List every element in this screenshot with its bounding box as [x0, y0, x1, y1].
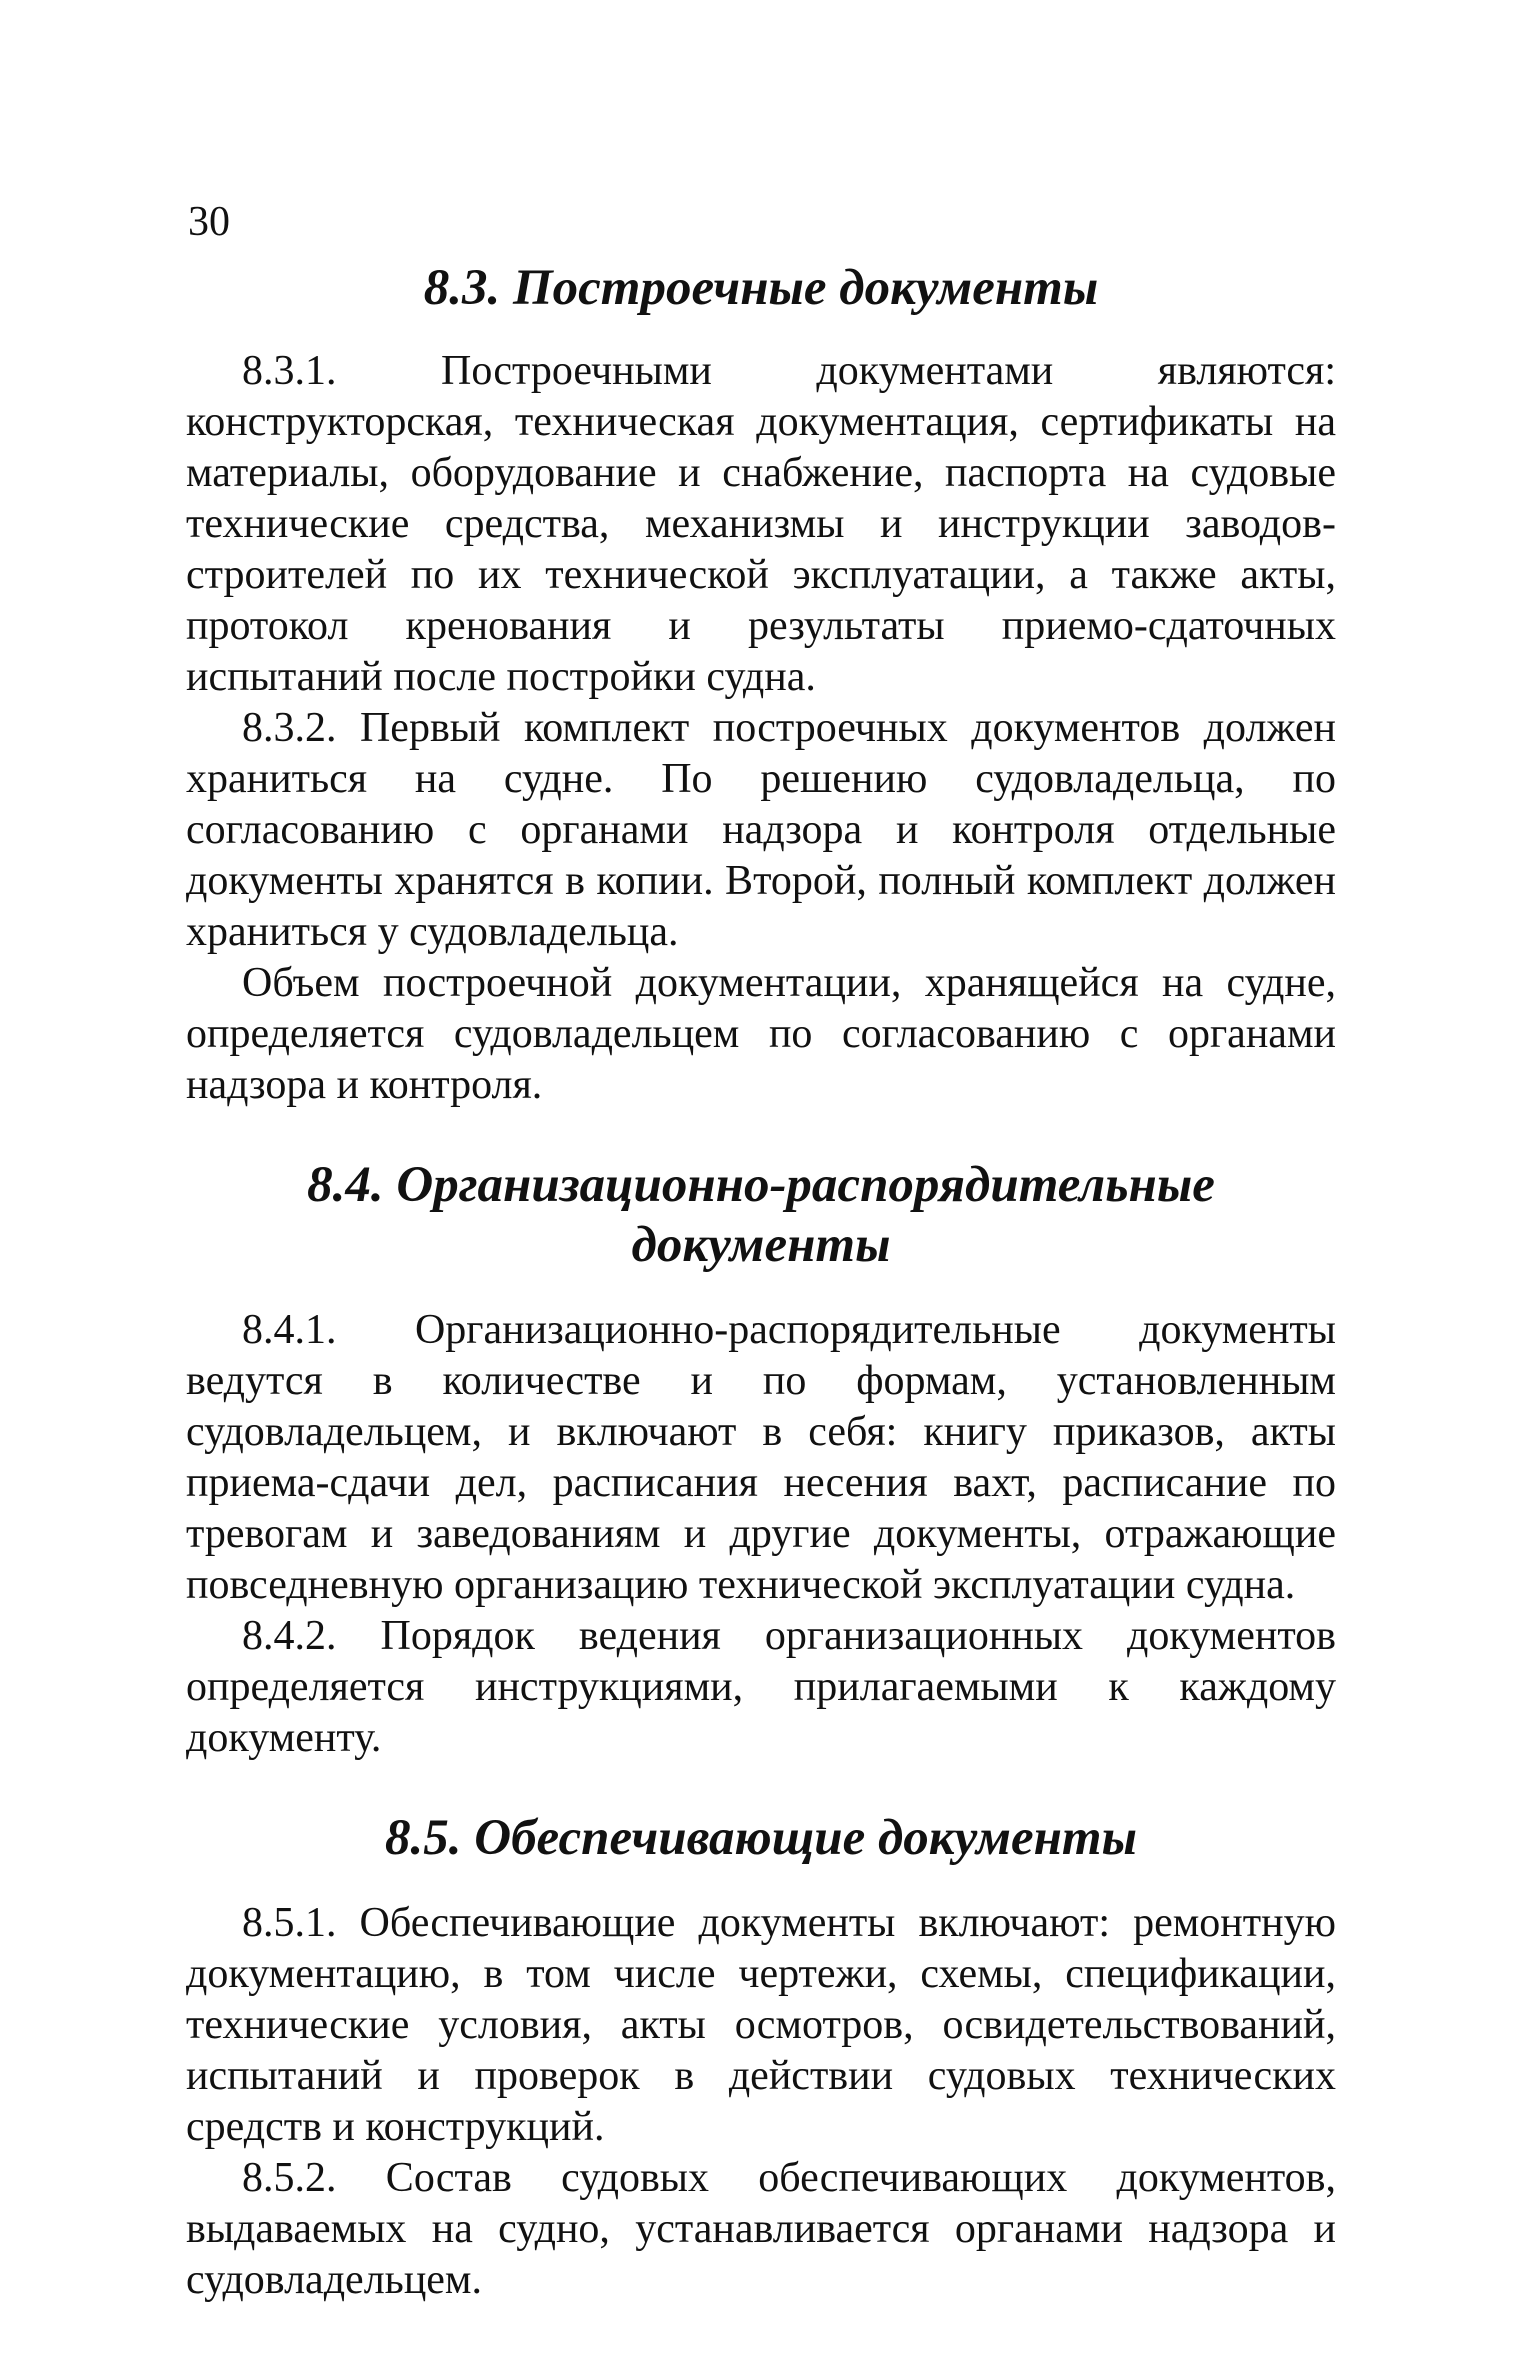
section-8-5 [186, 1808, 1336, 2306]
section-8-4 [186, 1155, 1336, 1764]
paragraph: Объем построечной документации, хранящейся на судне, определяется судовладельцем по согласованию с органами надзора и контроля. [186, 960, 1336, 1108]
page-number: 30 [188, 199, 230, 245]
page-content [186, 252, 1336, 2306]
section-8-3 [186, 258, 1336, 1111]
paragraph: 8.4.2. Порядок ведения организационных документов определяется инструкциями, прилагаемыми к каждому документу. [186, 1613, 1336, 1761]
paragraph: 8.3.2. Первый комплект построечных документов должен храниться на судне. По решению судовладельца, по согласованию с органами надзора и контроля отдельные документы хранятся в копии. Второй, полный комплект должен храниться у судовладельца. [186, 705, 1336, 955]
paragraph: 8.4.1. Организационно-распорядительные документы ведутся в количестве и по формам, установленным судовладельцем, и включают в себя: книгу приказов, акты приема-сдачи дел, расписания несения вахт, расписание по тревогам и заведованиям и другие документы, отражающие повседневную организацию технической эксплуатации судна. [186, 1307, 1336, 1608]
paragraph: 8.3.1. Построечными документами являются: конструкторская, техническая документация, сертификаты на материалы, оборудование и снабжение, паспорта на судовые технические средства, механизмы и инструкции заводов-строителей по их технической эксплуатации, а также акты, протокол кренования и результаты приемо-сдаточных испытаний после постройки судна. [186, 348, 1336, 700]
section-title: 8.3. Построечные документы [423, 260, 1099, 316]
section-title: 8.4. Организационно-распорядительные документы [307, 1157, 1215, 1273]
section-title: 8.5. Обеспечивающие документы [385, 1810, 1137, 1866]
paragraph: 8.5.2. Состав судовых обеспечивающих документов, выдаваемых на судно, устанавливается органами надзора и судовладельцем. [186, 2155, 1336, 2303]
paragraph: 8.5.1. Обеспечивающие документы включают: ремонтную документацию, в том числе чертежи, схемы, спецификации, технические условия, акты осмотров, освидетельствований, испытаний и проверок в действии судовых технических средств и конструкций. [186, 1900, 1336, 2150]
